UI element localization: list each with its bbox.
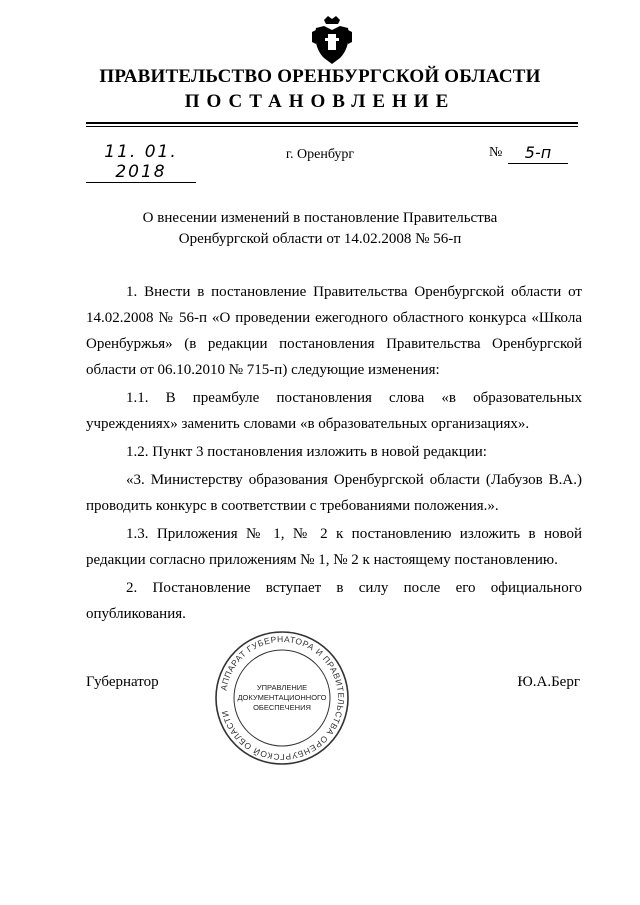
- coat-of-arms-emblem: [310, 14, 354, 66]
- stamp-center-text: [232, 683, 332, 713]
- paragraph-1-1: 1.1. В преамбуле постановления слова «в образовательных учреждениях» заменить словами «в образовательных организациях».: [86, 390, 582, 432]
- paragraph-2: 2. Постановление вступает в силу после его официального опубликования.: [86, 580, 582, 622]
- header-divider-thick: [86, 122, 578, 124]
- signatory-name: Ю.А.Берг: [517, 674, 580, 690]
- stamp-line-3: ОБЕСПЕЧЕНИЯ: [253, 703, 311, 712]
- document-number: 5-п: [508, 143, 568, 164]
- paragraph-quote-3: «3. Министерству образования Оренбургской области (Лабузов В.А.) проводить конкурс в соответствии с требованиями положения.».: [86, 472, 582, 514]
- document-type-title: ПОСТАНОВЛЕНИЕ: [184, 91, 456, 112]
- subject-line-1: О внесении изменений в постановление Правительства: [142, 210, 498, 226]
- document-city: г. Оренбург: [285, 147, 355, 162]
- stamp-line-2: ДОКУМЕНТАЦИОННОГО: [237, 693, 327, 702]
- document-date: 11. 01. 2018: [86, 142, 196, 183]
- stamp-line-1: УПРАВЛЕНИЕ: [256, 683, 308, 692]
- government-title: ПРАВИТЕЛЬСТВО ОРЕНБУРГСКОЙ ОБЛАСТИ: [99, 66, 541, 87]
- paragraph-1-3: 1.3. Приложения № 1, № 2 к постановлению изложить в новой редакции согласно приложениям № 1, № 2 к настоящему постановлению.: [86, 526, 582, 568]
- document-body: [86, 279, 582, 627]
- paragraph-1-2: 1.2. Пункт 3 постановления изложить в новой редакции:: [126, 444, 487, 460]
- subject-line-2: Оренбургской области от 14.02.2008 № 56-п: [178, 231, 462, 247]
- svg-text:АППАРАТ ГУБЕРНАТОРА И ПРАВИТЕЛ: АППАРАТ ГУБЕРНАТОРА И ПРАВИТЕЛЬСТВА ОРЕНБУРГСКОЙ ОБЛАСТИ: [218, 633, 347, 763]
- document-number-label: №: [489, 145, 503, 160]
- header-divider-thin: [86, 126, 578, 127]
- signatory-title: Губернатор: [86, 674, 159, 690]
- paragraph-1: 1. Внести в постановление Правительства Оренбургской области от 14.02.2008 № 56-п «О проведении ежегодного областного конкурса «Школа Оренбуржья» (в редакции постановления Правительства Оренбургской области от 06.10.2010 № 715-п) следующие изменения:: [86, 284, 582, 378]
- document-subject: [120, 208, 520, 250]
